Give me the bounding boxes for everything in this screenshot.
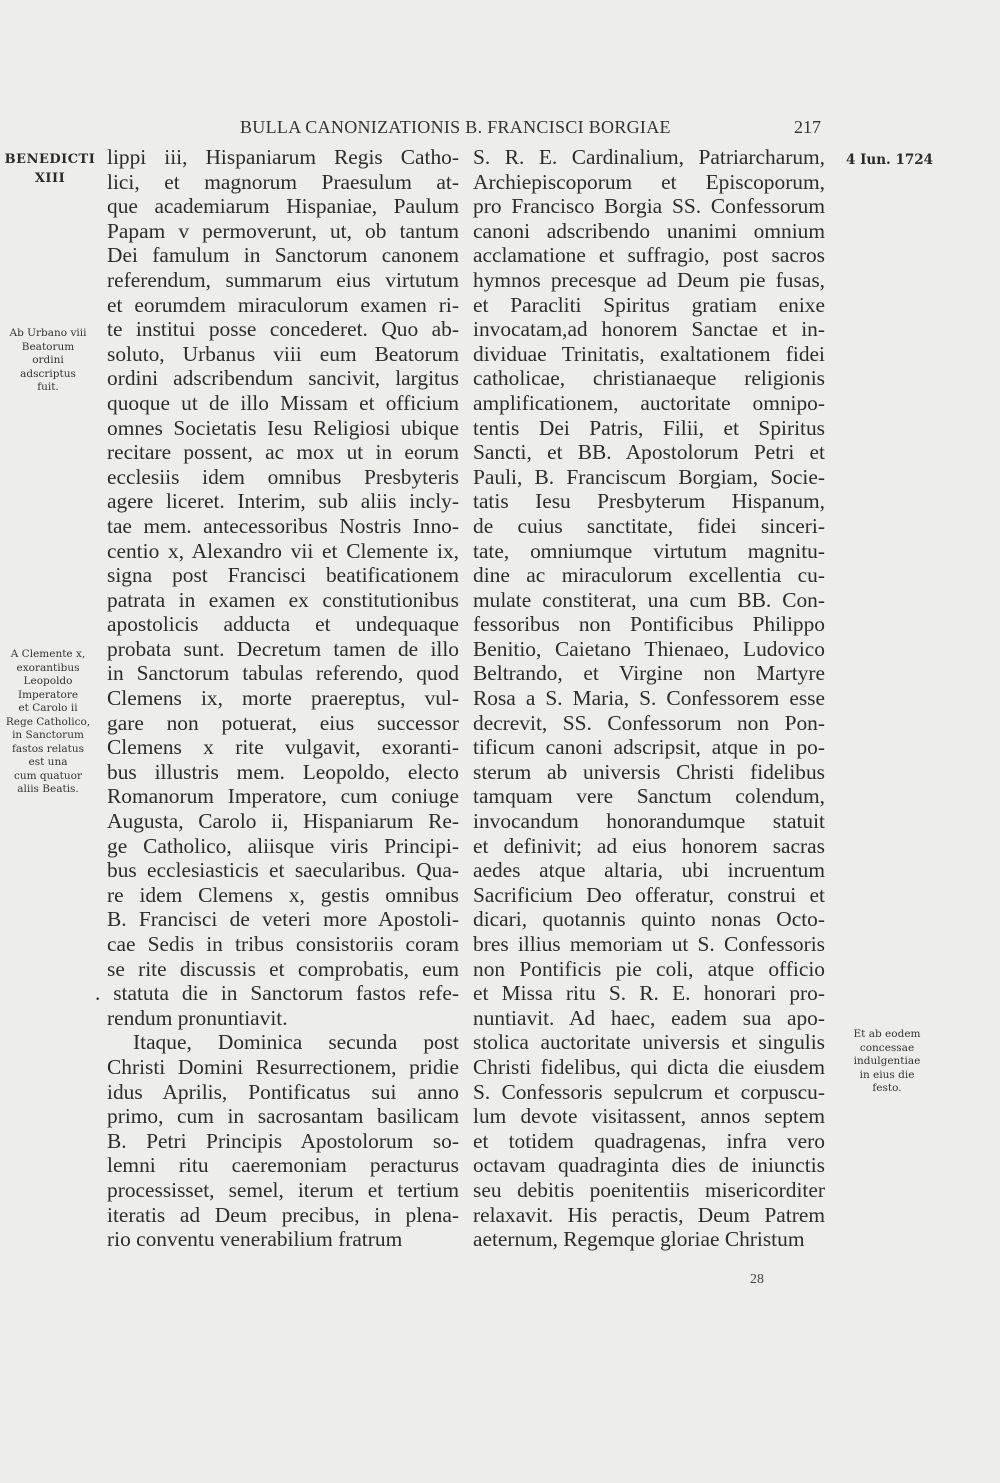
text-line: B. Petri Principis Apostolorum so- [107,1128,459,1153]
text-line: tificum canoni adscripsit, atque in po- [473,735,825,760]
text-line: quoque ut de illo Missam et officium [107,390,459,415]
text-line: Christi Domini Resurrectionem, pridie [107,1054,459,1079]
margin-note-line: Ab Urbano viii [9,327,87,339]
margin-note-line: in eius die [859,1068,915,1081]
margin-note-line: exorantibus [16,661,80,674]
margin-note-line: Leopoldo [23,675,73,687]
text-line: non Pontificis pie coli, atque officio [473,956,825,981]
text-line: Itaque, Dominica secunda post [133,1030,459,1055]
running-title: BULLA CANONIZATIONIS B. FRANCISCI BORGIAE [240,117,671,137]
text-line: rio conventu venerabilium fratrum [107,1227,403,1252]
text-line: Augusta, Carolo ii, Hispaniarum Re- [107,809,459,834]
text-line: seu debitis poenitentiis misericorditer [473,1177,825,1202]
text-line: . statuta die in Sanctorum fastos refe- [95,981,459,1006]
pope-numeral: XIII [34,171,66,186]
text-line: dicari, quotannis quinto nonas Octo- [473,907,825,932]
page-number: 217 [794,117,821,137]
text-line: Pauli, B. Franciscum Borgiam, Socie- [473,464,825,489]
margin-note-urbanus [2,327,94,395]
text-line: tate, omniumque virtutum magnitu- [473,538,825,563]
margin-note-indulgentiae [837,1028,937,1096]
text-line: S. R. E. Cardinalium, Patriarcharum, [473,145,825,169]
margin-note-line: indulgentiae [853,1055,921,1067]
text-line: Christi fidelibus, qui dicta die eiusdem [473,1054,825,1079]
text-line: Rosa a S. Maria, S. Confessorem esse [473,686,825,711]
text-line: fessoribus non Pontificibus Philippo [473,612,825,637]
text-line: Benitio, Caietano Thienaeo, Ludovico [473,636,825,661]
pope-name: BENEDICTI [4,152,96,167]
text-line: primo, cum in sacrosantam basilicam [107,1104,459,1129]
text-line: centio x, Alexandro vii et Clemente ix, [107,538,459,563]
text-line: et definivit; ad eius honorem sacras [473,833,825,858]
text-line: nuntiavit. Ad haec, eadem sua apo- [473,1005,825,1030]
text-line: amplificationem, auctoritate omnipo- [473,390,825,415]
text-line: acclamatione et suffragio, post sacros [473,243,825,268]
margin-note-line: concessae [859,1041,915,1054]
text-line: lum devote visitassent, annos septem [473,1104,825,1129]
text-line: referendum, summarum eius virtutum [107,267,459,292]
text-line: catholicae, christianaeque religionis [473,366,825,391]
text-line: signa post Francisci beatificationem [107,563,459,588]
text-line: stolica auctoritate universis et singulis [473,1030,825,1055]
signature-mark: 28 [750,1272,764,1287]
text-line: que academiarum Hispaniae, Paulum [107,194,459,219]
left-text-column [95,145,459,1252]
text-line: bus ecclesiasticis et saecularibus. Qua- [107,858,459,883]
text-line: canoni adscribendo unanimi omnium [473,218,825,243]
margin-note-line: ordini [32,354,64,366]
text-line: soluto, Urbanus viii eum Beatorum [107,341,459,366]
margin-note-line: fuit. [37,381,59,393]
text-line: et eorumdem miraculorum examen ri- [107,292,459,317]
text-line: Clemens ix, morte praereptus, vul- [107,686,459,711]
text-line: et Paracliti Spiritus gratiam enixe [473,292,825,317]
text-line: gare non potuerat, eius successor [107,710,459,735]
right-text-column [473,145,825,1252]
margin-note-line: in Sanctorum [12,729,84,741]
text-line: Clemens x rite vulgavit, exoranti- [107,735,459,760]
text-line: Sacrificium Deo offeratur, construi et [473,882,825,907]
text-line: invocatam,ad honorem Sanctae et in- [473,317,825,342]
text-line: ecclesiis idem omnibus Presbyteris [107,464,459,489]
text-line: apostolicis adducta et undequaque [107,612,459,637]
text-line: sterum ab universis Christi fidelibus [473,759,825,784]
text-line: lici, et magnorum Praesulum at- [107,169,459,194]
text-line: Beltrando, et Virgine non Martyre [473,661,825,686]
date-margin-note: 4 Iun. 1724 [846,152,934,168]
text-line: invocandum honorandumque statuit [473,809,825,834]
text-line: dividuae Trinitatis, exaltationem fidei [473,341,825,366]
text-line: tentis Dei Patris, Filii, et Spiritus [473,415,825,440]
text-line: probata sunt. Decretum tamen de illo [107,636,459,661]
text-line: ordini adscribendum sancivit, largitus [107,366,459,391]
margin-note-line: fastos relatus [11,742,85,755]
margin-note-line: et Carolo ii [18,702,78,714]
text-line: cae Sedis in tribus consistoriis coram [107,932,459,956]
text-line: iteratis ad Deum precibus, in plena- [107,1202,459,1227]
text-line: lemni ritu caeremoniam peracturus [107,1153,459,1178]
text-line: tamquam vere Sanctum colendum, [473,784,825,809]
text-line: aeternum, Regemque gloriae Christum [473,1227,805,1252]
text-line: recitare possent, ac mox ut in eorum [107,440,459,465]
text-line: patrata in examen ex constitutionibus [107,587,459,612]
text-line: Archiepiscoporum et Episcoporum, [473,169,825,194]
margin-note-line: Et ab eodem [853,1028,921,1040]
text-line: rendum pronuntiavit. [107,1005,288,1030]
text-line: tatis Iesu Presbyterum Hispanum, [473,489,825,514]
text-line: ge Catholico, aliisque viris Principi- [107,833,459,858]
text-line: de cuius sanctitate, fidei sinceri- [473,513,825,538]
text-line: bres illius memoriam ut S. Confessoris [473,932,825,956]
text-line: lippi iii, Hispaniarum Regis Catho- [107,145,459,169]
text-line: et Missa ritu S. R. E. honorari pro- [473,981,825,1006]
text-line: Dei famulum in Sanctorum canonem [107,243,459,268]
text-line: B. Francisci de veteri more Apostoli- [107,907,459,932]
margin-note-line: adscriptus [20,367,76,380]
text-line: bus illustris mem. Leopoldo, electo [107,759,459,784]
text-line: octavam quadraginta dies de iniunctis [473,1153,825,1178]
text-line: te institui posse concederet. Quo ab- [107,317,459,342]
text-line: relaxavit. His peractis, Deum Patrem [473,1202,825,1227]
text-line: se rite discussis et comprobatis, eum [107,956,459,981]
text-line: S. Confessoris sepulcrum et corpuscu- [473,1079,825,1104]
text-line: tae mem. antecessoribus Nostris Inno- [107,513,459,538]
text-line: hymnos precesque ad Deum pie fusas, [473,267,825,292]
margin-note-line: cum quatuor [13,769,82,782]
text-line: in Sanctorum tabulas referendo, quod [107,661,459,686]
text-line: processisset, semel, iterum et tertium [107,1177,459,1202]
margin-note-clemente [2,648,94,797]
margin-note-line: Imperatore [17,688,79,701]
margin-note-line: A Clemente x, [10,648,86,660]
text-line: Romanorum Imperatore, cum coniuge [107,784,459,809]
text-line: Sancti, et BB. Apostolorum Petri et [473,440,825,465]
text-line: mulate constiterat, una cum BB. Con- [473,587,825,612]
text-line: omnes Societatis Iesu Religiosi ubique [107,415,459,440]
text-line: decrevit, SS. Confessorum non Pon- [473,710,825,735]
text-line: pro Francisco Borgia SS. Confessorum [473,194,825,219]
text-line: dine ac miraculorum excellentia cu- [473,563,825,588]
text-line: agere liceret. Interim, sub aliis incly- [107,489,459,514]
text-line: idus Aprilis, Pontificatus sui anno [107,1079,459,1104]
margin-note-line: Beatorum [21,340,75,353]
text-line: Papam v permoverunt, ut, ob tantum [107,218,459,243]
margin-note-line: aliis Beatis. [17,783,79,795]
margin-note-line: festo. [872,1082,902,1094]
text-line: re idem Clemens x, gestis omnibus [107,882,459,907]
text-line: et totidem quadragenas, infra vero [473,1128,825,1153]
margin-note-line: Rege Catholico, [5,715,91,728]
text-line: aedes atque altaria, ubi incruentum [473,858,825,883]
margin-note-line: est una [28,756,68,768]
pope-margin-heading [4,150,96,188]
